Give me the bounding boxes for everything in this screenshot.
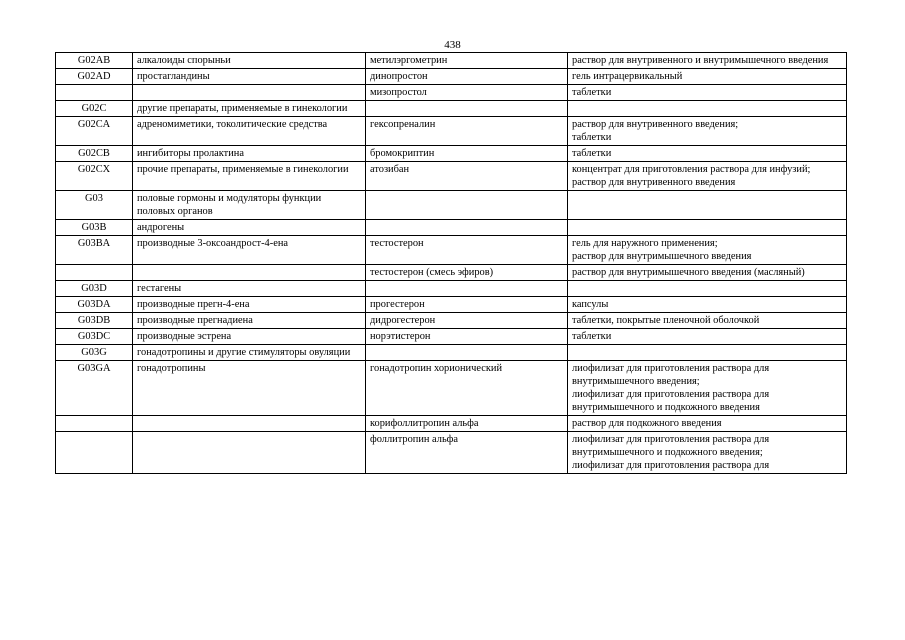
dosage-form bbox=[568, 329, 847, 345]
drug-name: корифоллитропин альфа bbox=[366, 416, 568, 432]
drug-name: метилэргометрин bbox=[366, 53, 568, 69]
dosage-form bbox=[568, 69, 847, 85]
table-body bbox=[56, 53, 847, 474]
table-row bbox=[56, 220, 847, 236]
group-name bbox=[133, 265, 366, 281]
form-line: таблетки bbox=[572, 87, 612, 98]
dosage-form bbox=[568, 416, 847, 432]
group-name bbox=[133, 85, 366, 101]
group-line: производные 3-оксоандрост-4-ена bbox=[137, 238, 288, 249]
group-name bbox=[133, 146, 366, 162]
atc-code: G03G bbox=[56, 345, 133, 361]
table-row bbox=[56, 236, 847, 265]
dosage-form bbox=[568, 313, 847, 329]
drug-name: дидрогестерон bbox=[366, 313, 568, 329]
drug-name bbox=[366, 281, 568, 297]
group-name bbox=[133, 69, 366, 85]
group-name bbox=[133, 117, 366, 146]
atc-code: G03 bbox=[56, 191, 133, 220]
drug-name: норэтистерон bbox=[366, 329, 568, 345]
group-line: производные прегнадиена bbox=[137, 315, 253, 326]
drug-name: динопростон bbox=[366, 69, 568, 85]
table-row bbox=[56, 313, 847, 329]
group-line: производные эстрена bbox=[137, 331, 232, 342]
group-line: половые гормоны и модуляторы функции половых органов bbox=[137, 193, 322, 217]
group-line: гонадотропины bbox=[137, 363, 206, 374]
dosage-form bbox=[568, 265, 847, 281]
drug-table bbox=[55, 52, 847, 474]
dosage-form bbox=[568, 85, 847, 101]
form-line: раствор для внутримышечного введения bbox=[572, 251, 752, 262]
atc-code: G02AB bbox=[56, 53, 133, 69]
atc-code bbox=[56, 265, 133, 281]
group-line: андрогены bbox=[137, 222, 185, 233]
group-name bbox=[133, 220, 366, 236]
atc-code: G02AD bbox=[56, 69, 133, 85]
table-row bbox=[56, 101, 847, 117]
atc-code: G03D bbox=[56, 281, 133, 297]
atc-code: G02CX bbox=[56, 162, 133, 191]
atc-code: G03B bbox=[56, 220, 133, 236]
table-row bbox=[56, 416, 847, 432]
form-line: лиофилизат для приготовления раствора для bbox=[572, 460, 770, 471]
group-name bbox=[133, 313, 366, 329]
table-row bbox=[56, 297, 847, 313]
atc-code bbox=[56, 416, 133, 432]
atc-code: G03BA bbox=[56, 236, 133, 265]
dosage-form bbox=[568, 345, 847, 361]
group-name bbox=[133, 361, 366, 416]
group-name bbox=[133, 329, 366, 345]
group-name bbox=[133, 236, 366, 265]
drug-name: тестостерон (смесь эфиров) bbox=[366, 265, 568, 281]
form-line: таблетки bbox=[572, 331, 612, 342]
group-name bbox=[133, 281, 366, 297]
drug-name: гексопреналин bbox=[366, 117, 568, 146]
group-line: производные прегн-4-ена bbox=[137, 299, 250, 310]
group-name bbox=[133, 191, 366, 220]
form-line: концентрат для приготовления раствора для инфузий; bbox=[572, 164, 811, 175]
group-name bbox=[133, 432, 366, 474]
table-row bbox=[56, 162, 847, 191]
atc-code: G03DB bbox=[56, 313, 133, 329]
page-number: 438 bbox=[444, 39, 461, 51]
drug-name: прогестерон bbox=[366, 297, 568, 313]
form-line: гель интрацервикальный bbox=[572, 71, 683, 82]
table-row bbox=[56, 329, 847, 345]
table-row bbox=[56, 361, 847, 416]
group-line: адреномиметики, токолитические средства bbox=[137, 119, 328, 130]
drug-name: мизопростол bbox=[366, 85, 568, 101]
form-line: таблетки, покрытые пленочной оболочкой bbox=[572, 315, 760, 326]
form-line: раствор для внутривенного введения bbox=[572, 177, 736, 188]
drug-name: гонадотропин хорионический bbox=[366, 361, 568, 416]
group-line: гестагены bbox=[137, 283, 182, 294]
table-row bbox=[56, 281, 847, 297]
group-line: ингибиторы пролактина bbox=[137, 148, 244, 159]
form-line: лиофилизат для приготовления раствора для внутримышечного и подкожного введения bbox=[572, 389, 770, 413]
table-row bbox=[56, 117, 847, 146]
group-line: прочие препараты, применяемые в гинекологии bbox=[137, 164, 349, 175]
drug-name bbox=[366, 345, 568, 361]
group-line: простагландины bbox=[137, 71, 210, 82]
drug-name bbox=[366, 191, 568, 220]
form-line: раствор для внутримышечного введения (масляный) bbox=[572, 267, 805, 278]
group-name bbox=[133, 416, 366, 432]
drug-name bbox=[366, 220, 568, 236]
atc-code bbox=[56, 85, 133, 101]
dosage-form bbox=[568, 101, 847, 117]
form-line: раствор для внутривенного и внутримышечного введения bbox=[572, 55, 829, 66]
drug-name: бромокриптин bbox=[366, 146, 568, 162]
dosage-form bbox=[568, 53, 847, 69]
form-line: таблетки bbox=[572, 132, 612, 143]
dosage-form bbox=[568, 361, 847, 416]
group-name bbox=[133, 297, 366, 313]
dosage-form bbox=[568, 297, 847, 313]
form-line: таблетки bbox=[572, 148, 612, 159]
form-line: лиофилизат для приготовления раствора для внутримышечного введения; bbox=[572, 363, 770, 387]
drug-name: тестостерон bbox=[366, 236, 568, 265]
group-name bbox=[133, 53, 366, 69]
atc-code: G02C bbox=[56, 101, 133, 117]
dosage-form bbox=[568, 236, 847, 265]
table-row bbox=[56, 85, 847, 101]
dosage-form bbox=[568, 191, 847, 220]
form-line: гель для наружного применения; bbox=[572, 238, 718, 249]
dosage-form bbox=[568, 432, 847, 474]
dosage-form bbox=[568, 162, 847, 191]
atc-code: G03GA bbox=[56, 361, 133, 416]
group-name bbox=[133, 101, 366, 117]
dosage-form bbox=[568, 146, 847, 162]
drug-name: фоллитропин альфа bbox=[366, 432, 568, 474]
table-row bbox=[56, 53, 847, 69]
atc-code: G02CA bbox=[56, 117, 133, 146]
drug-name: атозибан bbox=[366, 162, 568, 191]
group-name bbox=[133, 162, 366, 191]
dosage-form bbox=[568, 220, 847, 236]
group-line: гонадотропины и другие стимуляторы овуляции bbox=[137, 347, 351, 358]
group-name bbox=[133, 345, 366, 361]
table-row bbox=[56, 69, 847, 85]
form-line: лиофилизат для приготовления раствора для внутримышечного и подкожного введения; bbox=[572, 434, 770, 458]
table-row bbox=[56, 146, 847, 162]
dosage-form bbox=[568, 117, 847, 146]
form-line: капсулы bbox=[572, 299, 609, 310]
atc-code: G02CB bbox=[56, 146, 133, 162]
table-row bbox=[56, 265, 847, 281]
group-line: другие препараты, применяемые в гинекологии bbox=[137, 103, 348, 114]
drug-name bbox=[366, 101, 568, 117]
form-line: раствор для подкожного введения bbox=[572, 418, 722, 429]
table-row bbox=[56, 345, 847, 361]
form-line: раствор для внутривенного введения; bbox=[572, 119, 739, 130]
group-line: алкалоиды спорыньи bbox=[137, 55, 231, 66]
table-row bbox=[56, 432, 847, 474]
atc-code bbox=[56, 432, 133, 474]
atc-code: G03DA bbox=[56, 297, 133, 313]
dosage-form bbox=[568, 281, 847, 297]
atc-code: G03DC bbox=[56, 329, 133, 345]
table-row bbox=[56, 191, 847, 220]
